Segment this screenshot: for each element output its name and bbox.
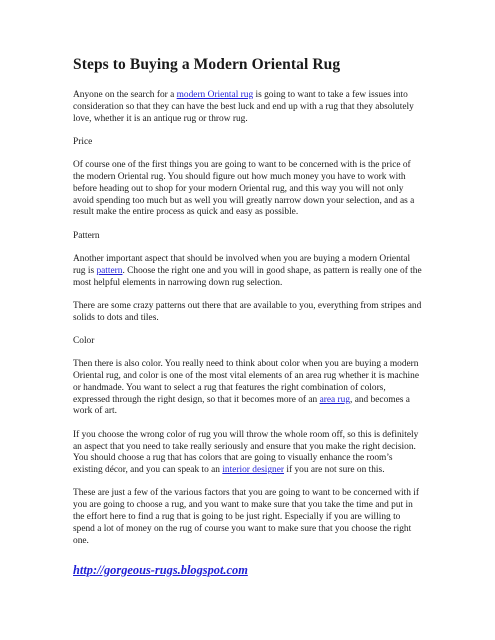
conclusion-paragraph: These are just a few of the various factors that you are going to want to be concerned with if you are going to choose a rug, and you want to make sure that you take the time and put in the effort here to find a rug that is going to be just right. Especially if you are willing to spend a lot of money on the rug of course you want to make sure that you choose the right one. [73,488,419,546]
interior-designer-link[interactable]: interior designer [222,465,285,476]
modern-oriental-rug-link[interactable]: modern Oriental rug [176,90,254,100]
pattern-link[interactable]: pattern [96,265,123,276]
blog-url-link[interactable]: http://gorgeous-rugs.blogspot.com [73,562,248,577]
intro-paragraph [73,90,423,125]
price-paragraph: Of course one of the first things you are going to want to be concerned with is the price of the modern Oriental rug. You should figure out how much money you have to work with before heading out to shop for your modern Oriental rug, and this way you will not only avoid spending too much but as well you will greatly narrow down your selection, and as a result make the entire process as quick and easy as possible. [73,160,415,218]
wrong-color-paragraph [73,430,423,477]
area-rug-link[interactable]: area rug [319,394,351,405]
intro-text-before: Anyone on the search for a [73,90,177,100]
pattern-paragraph [73,254,423,289]
pattern-heading: Pattern [73,230,100,241]
wrong-color-text-after: if you are not sure on this. [284,465,385,476]
intro-text-after: is going to want to take a few issues into consideration so that they can have the best luck and end up with a rug that they absolutely love, whether it is an antique rug or throw rug. [73,90,414,124]
patterns-paragraph: There are some crazy patterns out there that are available to you, everything from stripes and solids to dots and tiles. [73,300,422,323]
price-heading: Price [73,136,93,147]
color-text-after: , and becomes a work of art. [73,394,410,417]
color-paragraph [73,359,423,418]
pattern-text-before: Another important aspect that should be involved when you are buying a modern Oriental rug is [73,253,411,276]
color-text-before: Then there is also color. You really need to think about color when you are buying a modern Oriental rug, and color is one of the most vital elements of an area rug whether it is machine or handmade. You want to select a rug that features the right combination of colors, expressed through the right design, so that it becomes more of an [73,359,419,405]
document-title: Steps to Buying a Modern Oriental Rug [73,56,341,73]
wrong-color-text-before: If you choose the wrong color of rug you will throw the whole room off, so this is definitely an aspect that you need to take really seriously and ensure that you make the right decision. You should choose a rug that has colors that are going to visually enhance the room’s existing décor, and you can speak to an [73,429,419,476]
color-heading: Color [73,335,95,346]
pattern-text-after: . Choose the right one and you will in good shape, as pattern is really one of the most helpful elements in narrowing down rug selection. [73,265,422,288]
